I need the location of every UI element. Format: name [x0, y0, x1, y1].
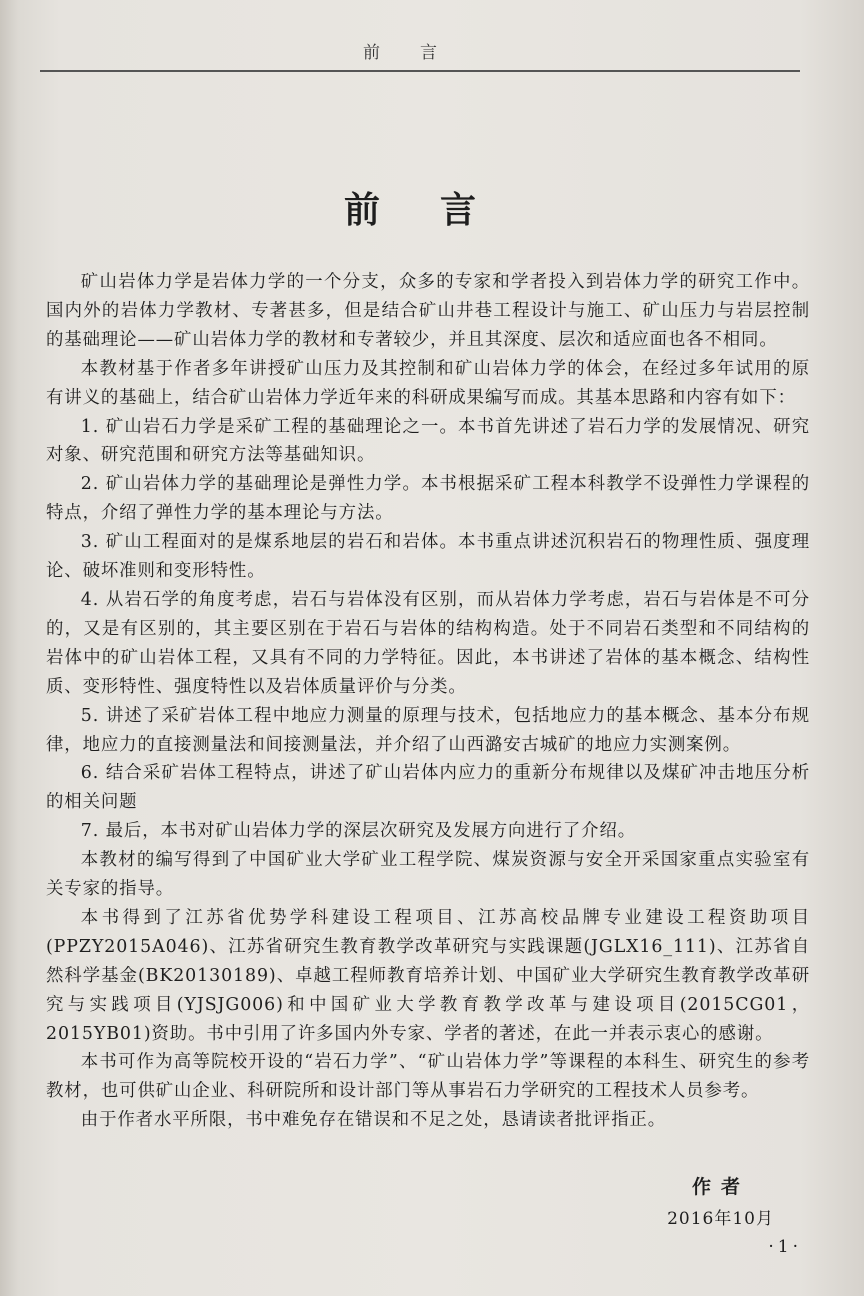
- page-title: 前言: [343, 189, 536, 231]
- paragraph: 本书可作为高等院校开设的“岩石力学”、“矿山岩体力学”等课程的本科生、研究生的参考教材，也可供矿山企业、科研院所和设计部门等从事岩石力学研究的工程技术人员参考。: [46, 1052, 810, 1102]
- paragraph: 5. 讲述了采矿岩体工程中地应力测量的原理与技术，包括地应力的基本概念、基本分布规律，地应力的直接测量法和间接测量法，并介绍了山西潞安古城矿的地应力实测案例。: [46, 705, 810, 755]
- paragraph: 1. 矿山岩石力学是采矿工程的基础理论之一。本书首先讲述了岩石力学的发展情况、研究对象、研究范围和研究方法等基础知识。: [46, 416, 810, 466]
- paragraph: 本书得到了江苏省优势学科建设工程项目、江苏高校品牌专业建设工程资助项目(PPZY2015A046)、江苏省研究生教育教学改革研究与实践课题(JGLX16_111)、江苏省自然科学基金(BK20130189)、卓越工程师教育培养计划、中国矿业大学研究生教育教学改革研究与实践项目(YJSJG006)和中国矿业大学教育教学改革与建设项目(2015CG01，2015YB01)资助。书中引用了许多国内外专家、学者的著述，在此一并表示衷心的感谢。: [46, 907, 810, 1044]
- running-header: 前言: [363, 43, 477, 63]
- paragraph: 本教材基于作者多年讲授矿山压力及其控制和矿山岩体力学的体会，在经过多年试用的原有讲义的基础上，结合矿山岩体力学近年来的科研成果编写而成。其基本思路和内容有如下：: [46, 358, 810, 408]
- paragraph: 矿山岩体力学是岩体力学的一个分支，众多的专家和学者投入到岩体力学的研究工作中。国内外的岩体力学教材、专著甚多，但是结合矿山井巷工程设计与施工、矿山压力与岩层控制的基础理论——矿山岩体力学的教材和专著较少，并且其深度、层次和适应面也各不相同。: [46, 272, 810, 350]
- paragraph: 由于作者水平所限，书中难免存在错误和不足之处，恳请读者批评指正。: [80, 1110, 667, 1131]
- paragraph: 本教材的编写得到了中国矿业大学矿业工程学院、煤炭资源与安全开采国家重点实验室有关专家的指导。: [46, 850, 810, 900]
- paragraph: 2. 矿山岩体力学的基础理论是弹性力学。本书根据采矿工程本科教学不设弹性力学课程的特点，介绍了弹性力学的基本理论与方法。: [46, 474, 810, 524]
- paragraph: 3. 矿山工程面对的是煤系地层的岩石和岩体。本书重点讲述沉积岩石的物理性质、强度理论、破坏准则和变形特性。: [46, 532, 810, 582]
- paragraph: 7. 最后，本书对矿山岩体力学的深层次研究及发展方向进行了介绍。: [80, 821, 637, 842]
- signature-date: 2016年10月: [667, 1209, 774, 1229]
- paragraph: 6. 结合采矿岩体工程特点，讲述了矿山岩体内应力的重新分布规律以及煤矿冲击地压分析的相关问题: [46, 763, 810, 813]
- signature-author: 作者: [691, 1176, 750, 1198]
- page-number: ·1·: [768, 1237, 802, 1257]
- preface-body: [46, 268, 810, 1135]
- header-rule: [40, 70, 800, 72]
- paragraph: 4. 从岩石学的角度考虑，岩石与岩体没有区别，而从岩体力学考虑，岩石与岩体是不可分的，又是有区别的，其主要区别在于岩石与岩体的结构构造。处于不同岩石类型和不同结构的岩体中的矿山岩体工程，又具有不同的力学特征。因此，本书讲述了岩体的基本概念、结构性质、变形特性、强度特性以及岩体质量评价与分类。: [46, 589, 810, 697]
